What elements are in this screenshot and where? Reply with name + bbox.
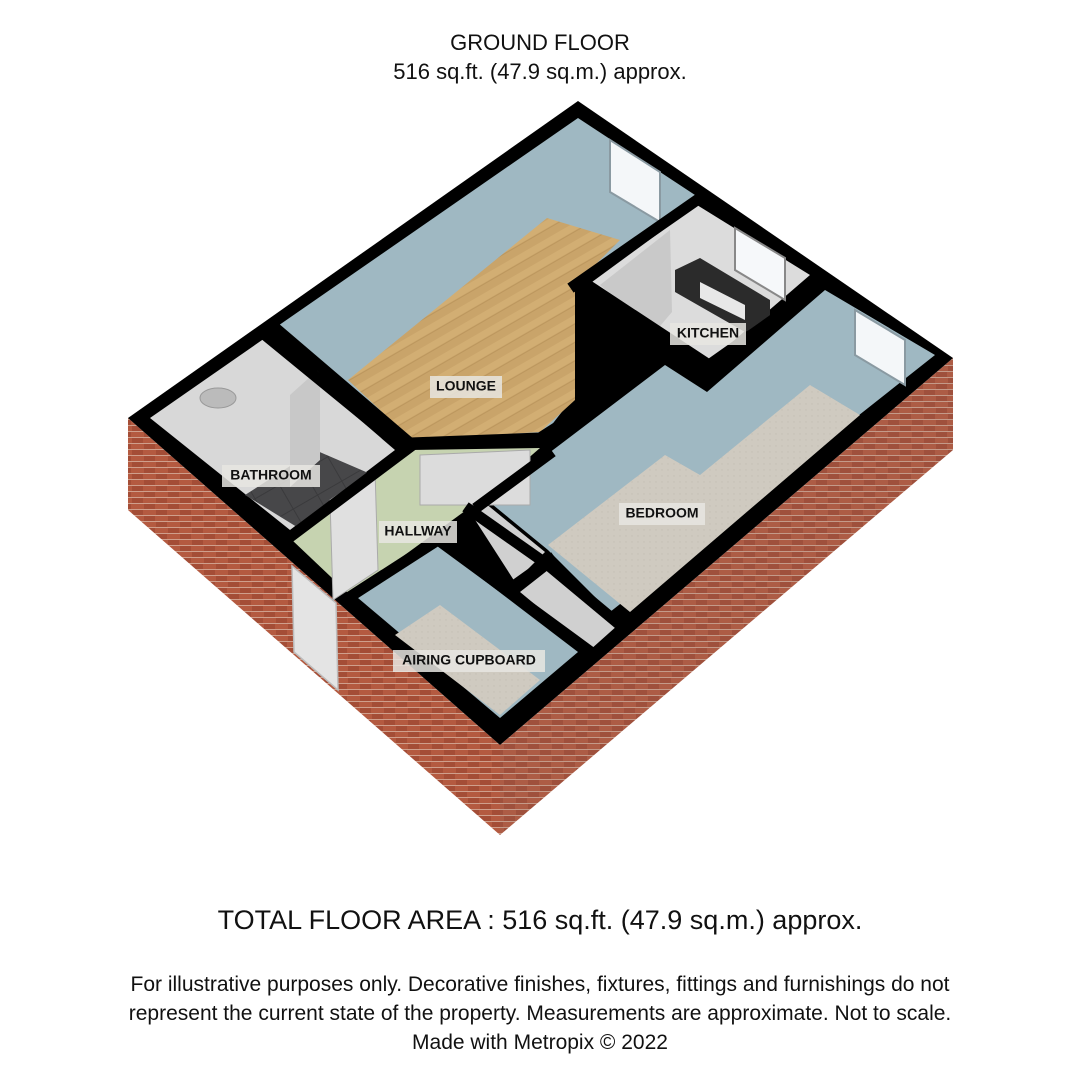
disclaimer-line-1: For illustrative purposes only. Decorative finishes, fixtures, fittings and furnishings do not: [130, 973, 950, 996]
total-floor-area: TOTAL FLOOR AREA : 516 sq.ft. (47.9 sq.m.) approx.: [217, 905, 863, 935]
airing-cupboard-label: AIRING CUPBOARD: [402, 651, 536, 668]
shower-head-icon: [200, 388, 236, 408]
label-kitchen: [670, 323, 746, 345]
label-airing-cupboard: [393, 650, 545, 672]
hallway-label: HALLWAY: [384, 522, 452, 539]
label-hallway: [379, 521, 457, 543]
disclaimer: [0, 970, 1080, 1057]
label-bathroom: [222, 465, 320, 487]
lounge-label: LOUNGE: [436, 377, 496, 394]
bathroom-label: BATHROOM: [230, 466, 312, 483]
bedroom-label: BEDROOM: [625, 504, 699, 521]
label-bedroom: [619, 503, 705, 525]
credit-line: Made with Metropix © 2022: [412, 1031, 668, 1054]
disclaimer-line-2: represent the current state of the property. Measurements are approximate. Not to scale.: [128, 1002, 952, 1025]
label-lounge: [430, 376, 502, 398]
floor-area: 516 sq.ft. (47.9 sq.m.) approx.: [393, 59, 687, 84]
kitchen-label: KITCHEN: [676, 324, 740, 341]
floor-name: GROUND FLOOR: [450, 30, 630, 55]
